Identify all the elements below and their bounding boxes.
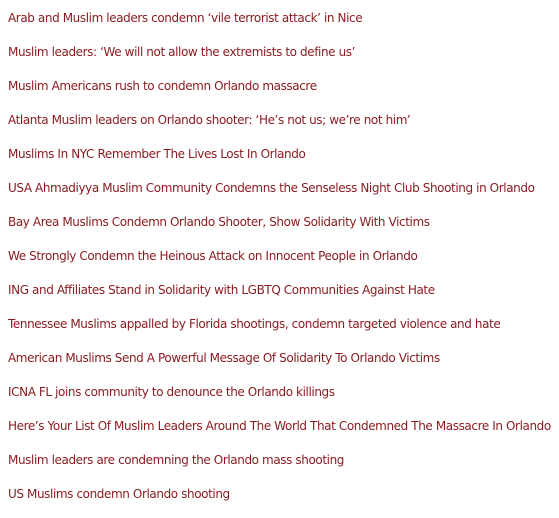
article-link[interactable]: Tennessee Muslims appalled by Florida shootings, condemn targeted violence and hate — [8, 317, 501, 331]
list-item — [8, 484, 559, 518]
article-link[interactable]: We Strongly Condemn the Heinous Attack on Innocent People in Orlando — [8, 249, 418, 263]
list-item — [8, 212, 559, 246]
list-item — [8, 382, 559, 416]
article-link[interactable]: ING and Affiliates Stand in Solidarity with LGBTQ Communities Against Hate — [8, 283, 435, 297]
list-item — [8, 348, 559, 382]
article-link[interactable]: Arab and Muslim leaders condemn ‘vile terrorist attack’ in Nice — [8, 11, 363, 25]
list-item — [8, 42, 559, 76]
list-item — [8, 110, 559, 144]
article-link[interactable]: Muslims In NYC Remember The Lives Lost In Orlando — [8, 147, 306, 161]
list-item — [8, 178, 559, 212]
article-link[interactable]: Muslim Americans rush to condemn Orlando massacre — [8, 79, 317, 93]
list-item — [8, 280, 559, 314]
article-link[interactable]: Here’s Your List Of Muslim Leaders Around The World That Condemned The Massacre In Orlando — [8, 419, 551, 433]
article-link-list — [8, 8, 559, 518]
list-item — [8, 8, 559, 42]
article-link[interactable]: US Muslims condemn Orlando shooting — [8, 487, 230, 501]
list-item — [8, 144, 559, 178]
article-link[interactable]: ICNA FL joins community to denounce the Orlando killings — [8, 385, 335, 399]
list-item — [8, 450, 559, 484]
article-link[interactable]: Muslim leaders: ‘We will not allow the extremists to define us’ — [8, 45, 356, 59]
article-link[interactable]: Muslim leaders are condemning the Orlando mass shooting — [8, 453, 345, 467]
article-link[interactable]: Bay Area Muslims Condemn Orlando Shooter, Show Solidarity With Victims — [8, 215, 430, 229]
article-link[interactable]: Atlanta Muslim leaders on Orlando shooter: ‘He’s not us; we’re not him’ — [8, 113, 411, 127]
list-item — [8, 416, 559, 450]
list-item — [8, 246, 559, 280]
article-link[interactable]: USA Ahmadiyya Muslim Community Condemns the Senseless Night Club Shooting in Orlando — [8, 181, 535, 195]
list-item — [8, 314, 559, 348]
article-link[interactable]: American Muslims Send A Powerful Message Of Solidarity To Orlando Victims — [8, 351, 440, 365]
list-item — [8, 76, 559, 110]
